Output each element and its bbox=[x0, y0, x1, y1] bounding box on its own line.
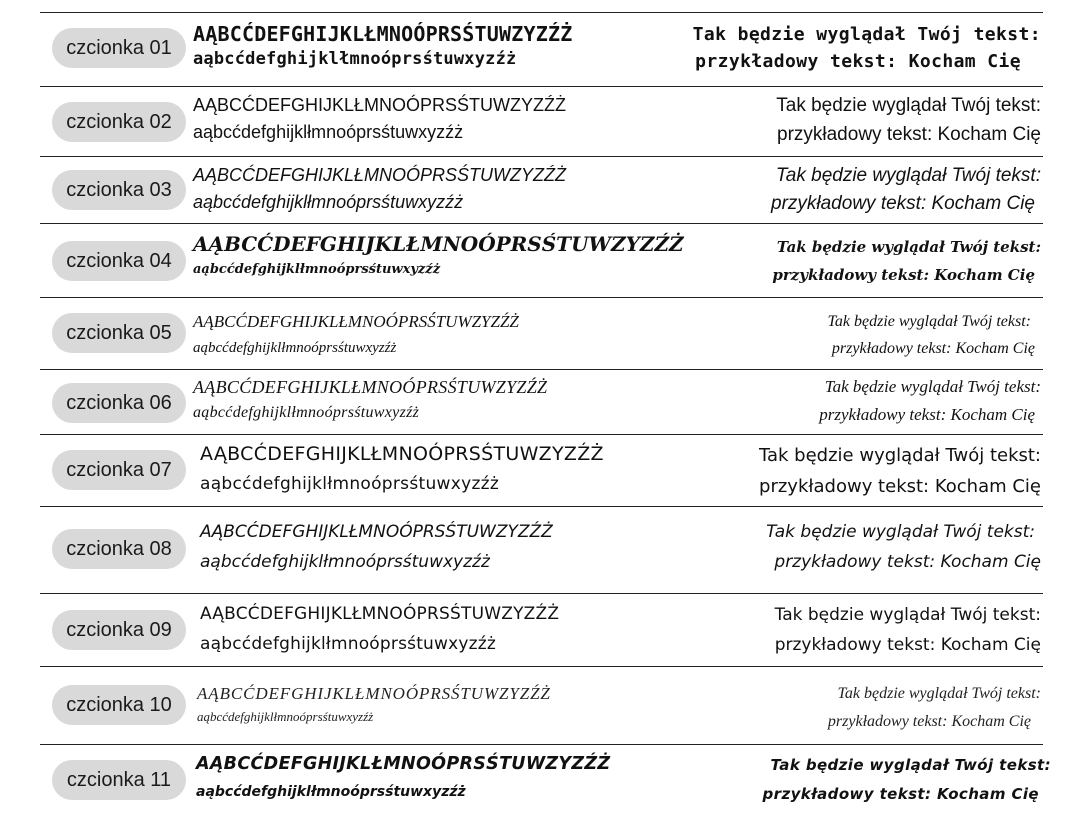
text-preview bbox=[827, 308, 1041, 362]
separator-line bbox=[40, 593, 1043, 594]
preview-line-1: Tak będzie wyglądał Twój tekst: bbox=[837, 685, 1041, 702]
lowercase-alphabet: aąbcćdefghijklłmnoóprsśtuwxyzźż bbox=[193, 262, 441, 277]
font-label-pill: czcionka 08 bbox=[52, 529, 186, 569]
alphabet-sample bbox=[200, 599, 559, 659]
font-row-05 bbox=[40, 299, 1043, 369]
preview-line-2: przykładowy tekst: Kocham Cię bbox=[772, 266, 1035, 284]
uppercase-alphabet: AĄBCĆDEFGHIJKLŁMNOÓPRSŚTUWZYZŹŻ bbox=[197, 684, 551, 703]
font-label-pill: czcionka 07 bbox=[52, 450, 186, 490]
font-row-08 bbox=[40, 508, 1043, 593]
uppercase-alphabet: AĄBCĆDEFGHIJKLŁMNOÓPRSŚTUWZYZŹŻ bbox=[193, 95, 567, 115]
alphabet-sample bbox=[200, 517, 553, 577]
font-row-10 bbox=[40, 668, 1043, 744]
preview-line-2: przykładowy tekst: Kocham Cię bbox=[762, 785, 1039, 803]
preview-line-2: przykładowy tekst: Kocham Cię bbox=[771, 193, 1035, 214]
font-row-02 bbox=[40, 88, 1043, 156]
preview-line-1: Tak będzie wyglądał Twój tekst: bbox=[770, 756, 1051, 774]
lowercase-alphabet: aąbcćdefghijklłmnoóprsśtuwxyzźż bbox=[200, 474, 500, 494]
preview-line-2: przykładowy tekst: Kocham Cię bbox=[819, 405, 1035, 424]
preview-line-2: przykładowy tekst: Kocham Cię bbox=[831, 340, 1035, 357]
alphabet-sample bbox=[193, 374, 547, 426]
preview-line-1: Tak będzie wyglądał Twój tekst: bbox=[824, 377, 1041, 396]
lowercase-alphabet: aąbcćdefghijklłmnoóprsśtuwxyzźż bbox=[197, 709, 374, 724]
font-row-11 bbox=[40, 746, 1051, 826]
text-preview bbox=[776, 91, 1041, 149]
alphabet-sample bbox=[193, 308, 519, 362]
font-label-pill: czcionka 05 bbox=[52, 313, 186, 353]
font-row-01 bbox=[40, 14, 1043, 86]
preview-line-2: przykładowy tekst: Kocham Cię bbox=[695, 51, 1021, 72]
alphabet-sample bbox=[197, 680, 551, 727]
alphabet-sample bbox=[196, 750, 610, 805]
lowercase-alphabet: aąbcćdefghijklłmnoóprsśtuwxyzźż bbox=[193, 122, 464, 142]
font-label-pill: czcionka 01 bbox=[52, 28, 186, 68]
text-preview bbox=[772, 233, 1041, 289]
separator-line bbox=[40, 223, 1043, 224]
separator-line bbox=[40, 434, 1043, 435]
lowercase-alphabet: aąbcćdefghijklłmnoóprsśtuwxyzźż bbox=[193, 49, 517, 69]
separator-line bbox=[40, 156, 1043, 157]
lowercase-alphabet: aąbcćdefghijklłmnoóprsśtuwxyzźż bbox=[196, 784, 466, 800]
uppercase-alphabet: AĄBCĆDEFGHIJKLŁMNOÓPRSŚTUWZYZŹŻ bbox=[193, 165, 567, 185]
uppercase-alphabet: AĄBCĆDEFGHIJKLŁMNOÓPRSŚTUWZYZŹŻ bbox=[193, 232, 684, 256]
lowercase-alphabet: aąbcćdefghijklłmnoóprsśtuwxyzźż bbox=[193, 192, 464, 212]
preview-line-1: Tak będzie wyglądał Twój tekst: bbox=[692, 24, 1041, 45]
lowercase-alphabet: aąbcćdefghijklłmnoóprsśtuwxyzźż bbox=[200, 634, 497, 654]
separator-line bbox=[40, 744, 1043, 745]
text-preview bbox=[828, 680, 1041, 736]
separator-line bbox=[40, 506, 1043, 507]
uppercase-alphabet: AĄBCĆDEFGHIJKLŁMNOÓPRSŚTUWZYZŹŻ bbox=[193, 22, 573, 46]
font-label-pill: czcionka 06 bbox=[52, 383, 186, 423]
font-label-pill: czcionka 11 bbox=[52, 760, 186, 800]
text-preview bbox=[693, 21, 1041, 75]
font-row-06 bbox=[40, 371, 1043, 434]
font-row-07 bbox=[40, 436, 1043, 506]
preview-line-1: Tak będzie wyglądał Twój tekst: bbox=[827, 313, 1031, 330]
text-preview bbox=[819, 373, 1041, 429]
preview-line-2: przykładowy tekst: Kocham Cię bbox=[777, 124, 1041, 145]
font-row-09 bbox=[40, 595, 1043, 666]
text-preview bbox=[775, 600, 1041, 660]
uppercase-alphabet: AĄBCĆDEFGHIJKLŁMNOÓPRSŚTUWZYZŹŻ bbox=[193, 312, 519, 331]
uppercase-alphabet: AĄBCĆDEFGHIJKLŁMNOÓPRSŚTUWZYZŹŻ bbox=[196, 754, 611, 774]
preview-line-1: Tak będzie wyglądał Twój tekst: bbox=[766, 522, 1035, 542]
font-label-pill: czcionka 09 bbox=[52, 610, 186, 650]
font-row-03 bbox=[40, 158, 1043, 223]
alphabet-sample bbox=[193, 162, 566, 216]
preview-line-2: przykładowy tekst: Kocham Cię bbox=[774, 635, 1041, 655]
font-label-pill: czcionka 04 bbox=[52, 241, 186, 281]
separator-line bbox=[40, 12, 1043, 13]
separator-line bbox=[40, 666, 1043, 667]
uppercase-alphabet: AĄBCĆDEFGHIJKLŁMNOÓPRSŚTUWZYZŹŻ bbox=[200, 522, 553, 542]
text-preview bbox=[766, 517, 1041, 577]
uppercase-alphabet: AĄBCĆDEFGHIJKLŁMNOÓPRSŚTUWZYZŹŻ bbox=[193, 377, 548, 397]
text-preview bbox=[759, 440, 1041, 502]
uppercase-alphabet: AĄBCĆDEFGHIJKLŁMNOÓPRSŚTUWZYZŹŻ bbox=[200, 604, 560, 624]
alphabet-sample bbox=[193, 229, 684, 281]
separator-line bbox=[40, 369, 1043, 370]
preview-line-1: Tak będzie wyglądał Twój tekst: bbox=[775, 165, 1041, 186]
lowercase-alphabet: aąbcćdefghijklłmnoóprsśtuwxyzźż bbox=[193, 404, 420, 421]
alphabet-sample bbox=[200, 439, 604, 498]
preview-line-2: przykładowy tekst: Kocham Cię bbox=[759, 476, 1041, 497]
font-label-pill: czcionka 02 bbox=[52, 102, 186, 142]
separator-line bbox=[40, 297, 1043, 298]
separator-line bbox=[40, 86, 1043, 87]
alphabet-sample bbox=[193, 92, 566, 146]
font-row-04 bbox=[40, 225, 1043, 297]
alphabet-sample bbox=[193, 22, 572, 71]
uppercase-alphabet: AĄBCĆDEFGHIJKLŁMNOÓPRSŚTUWZYZŹŻ bbox=[200, 443, 604, 465]
preview-line-1: Tak będzie wyglądał Twój tekst: bbox=[776, 95, 1041, 116]
text-preview bbox=[771, 162, 1041, 218]
preview-line-1: Tak będzie wyglądał Twój tekst: bbox=[758, 445, 1041, 466]
preview-line-1: Tak będzie wyglądał Twój tekst: bbox=[774, 605, 1041, 625]
preview-line-1: Tak będzie wyglądał Twój tekst: bbox=[776, 238, 1041, 256]
preview-line-2: przykładowy tekst: Kocham Cię bbox=[827, 713, 1031, 730]
text-preview bbox=[763, 751, 1051, 809]
font-label-pill: czcionka 03 bbox=[52, 170, 186, 210]
lowercase-alphabet: aąbcćdefghijklłmnoóprsśtuwxyzźż bbox=[193, 340, 397, 356]
font-label-pill: czcionka 10 bbox=[52, 685, 186, 725]
lowercase-alphabet: aąbcćdefghijklłmnoóprsśtuwxyzźż bbox=[200, 552, 490, 572]
preview-line-2: przykładowy tekst: Kocham Cię bbox=[774, 552, 1041, 572]
